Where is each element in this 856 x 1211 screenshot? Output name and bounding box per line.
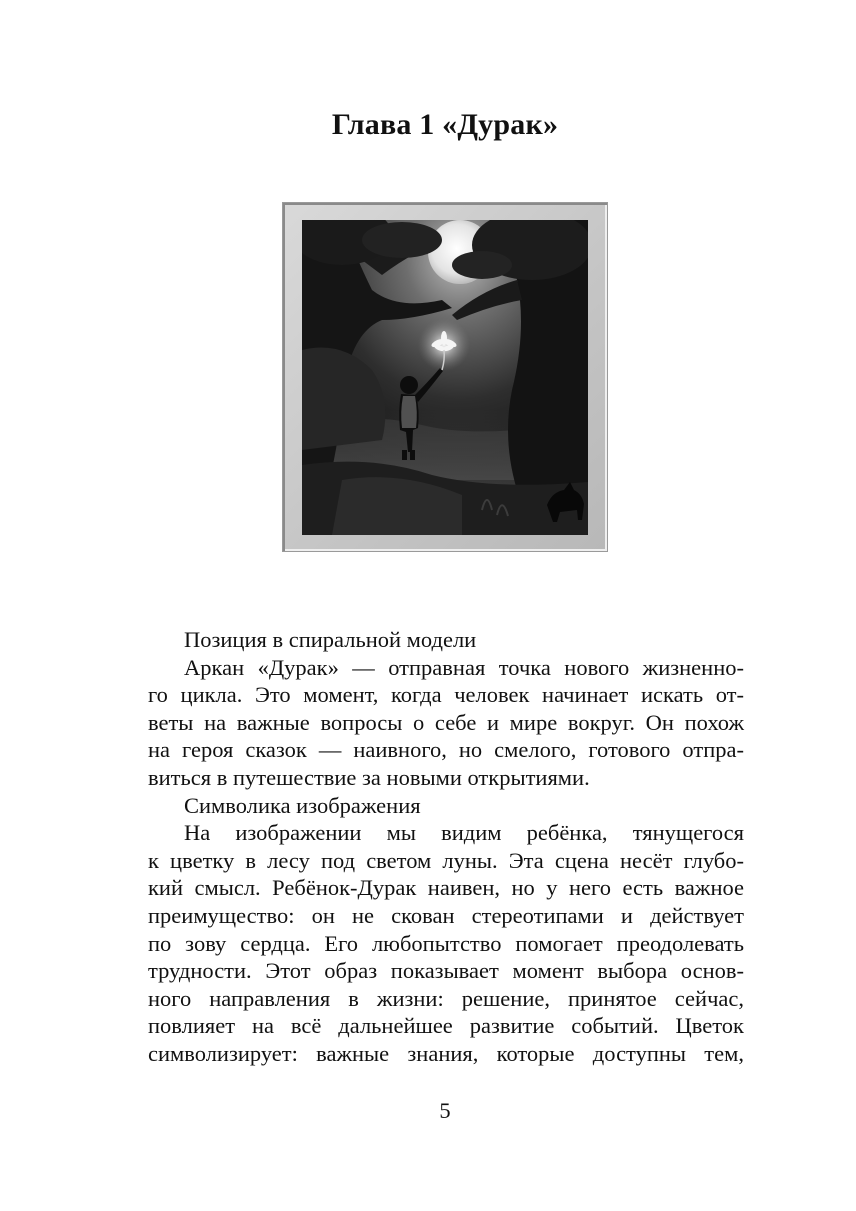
text-line: по зову сердца. Его любопытство помогает преодолевать bbox=[148, 930, 744, 956]
paragraph-heading-symbolism: Символика изображения bbox=[184, 792, 421, 818]
text-line: преимущество: он не скован стереотипами и действует bbox=[148, 902, 744, 928]
text-line: го цикла. Это момент, когда человек начинает искать от- bbox=[148, 682, 744, 708]
chapter-title: Глава 1 «Дурак» bbox=[331, 108, 559, 141]
text-line: Аркан «Дурак» — отправная точка нового жизненно- bbox=[184, 654, 744, 680]
moonlit-forest-child-flower-image bbox=[302, 220, 588, 535]
text-line: трудности. Этот образ показывает момент выбора основ- bbox=[148, 958, 744, 984]
chapter-illustration-frame bbox=[283, 203, 607, 551]
paragraph-heading-position: Позиция в спиральной модели bbox=[184, 627, 477, 652]
text-line: символизирует: важные знания, которые доступны тем, bbox=[148, 1040, 744, 1066]
body-text bbox=[148, 626, 744, 1068]
text-line: к цветку в лесу под светом луны. Эта сцена несёт глубо- bbox=[148, 847, 744, 873]
text-line: на героя сказок — наивного, но смелого, готового отпра- bbox=[148, 737, 744, 763]
text-line: повлияет на всё дальнейшее развитие событий. Цветок bbox=[148, 1013, 744, 1039]
page-number: 5 bbox=[439, 1098, 451, 1123]
text-line: На изображении мы видим ребёнка, тянущегося bbox=[184, 820, 744, 846]
text-line: кий смысл. Ребёнок-Дурак наивен, но у него есть важное bbox=[148, 875, 744, 901]
text-line: веты на важные вопросы о себе и мире вокруг. Он похож bbox=[148, 709, 744, 735]
text-line: виться в путешествие за новыми открытиями. bbox=[148, 764, 590, 790]
text-line: ного направления в жизни: решение, принятое сейчас, bbox=[148, 985, 744, 1011]
